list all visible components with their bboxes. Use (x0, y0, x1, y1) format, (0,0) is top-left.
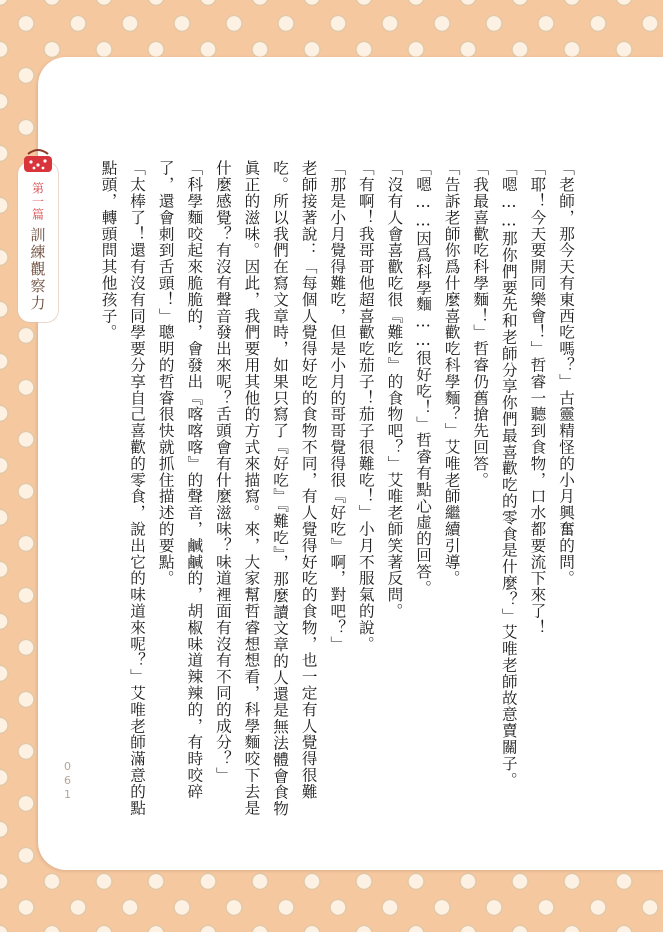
paragraph: 「嗯……因爲科學麵……很好吃！」哲睿有點心虛的回答。 (414, 160, 433, 596)
paragraph: 「告訴老師你爲什麼喜歡吃科學麵？」艾唯老師繼續引導。 (442, 160, 461, 587)
bento-box-icon (22, 148, 54, 174)
paragraph: 「我最喜歡吃科學麵！」哲睿仍舊搶先回答。 (471, 160, 490, 488)
chapter-title: 訓練觀察力 (28, 227, 47, 312)
paragraph: 「沒有人會喜歡吃很『難吃』的食物吧？」艾唯老師笑著反問。 (385, 160, 404, 620)
paragraph: 「太棒了！還有沒有同學要分享自己喜歡的零食，說出它的味道來呢？」艾唯老師滿意的點點頭，轉頭問其他孩子。 (99, 160, 147, 816)
page-number: 061 (61, 760, 74, 802)
paragraph: 「老師，那今天有東西吃嗎？」古靈精怪的小月興奮的問。 (557, 160, 575, 587)
chapter-tab (18, 162, 58, 322)
body-text (99, 160, 580, 830)
paragraph: 「嗯……那你們要先和老師分享你們最喜歡吃的零食是什麼？」艾唯老師故意賣關子。 (499, 160, 518, 788)
paragraph: 「耶！今天要開同樂會！」哲睿一聽到食物，口水都要流下來了！ (528, 160, 547, 636)
paragraph: 「有啊！我哥哥他超喜歡吃茄子！茄子很難吃！」小月不服氣的說。 (356, 160, 375, 652)
paragraph: 老師接著說：「每個人覺得好吃的食物不同，有人覺得好吃的食物，也一定有人覺得很難吃。所以我們在寫文章時，如果只寫了『好吃』『難吃』，那麼讀文章的人還是無法體會食物眞正的滋味。因此，我們要用其他的方式來描寫。來，大家幫哲睿想想看，科學麵咬下去是什麼感覺？有沒有聲音發出來呢？舌頭會有什麼滋味？味道裡面有沒有不同的成分？」 (213, 160, 318, 817)
paragraph: 「科學麵咬起來脆脆的，會發出『喀喀喀』的聲音，鹹鹹的，胡椒味道辣辣的，有時咬碎了，還會刺到舌頭！」聰明的哲睿很快就抓住描述的要點。 (156, 160, 204, 800)
chapter-label: 第一篇 (30, 182, 45, 221)
paragraph: 「那是小月覺得難吃，但是小月的哥哥覺得很『好吃』啊，對吧？」 (328, 160, 347, 652)
